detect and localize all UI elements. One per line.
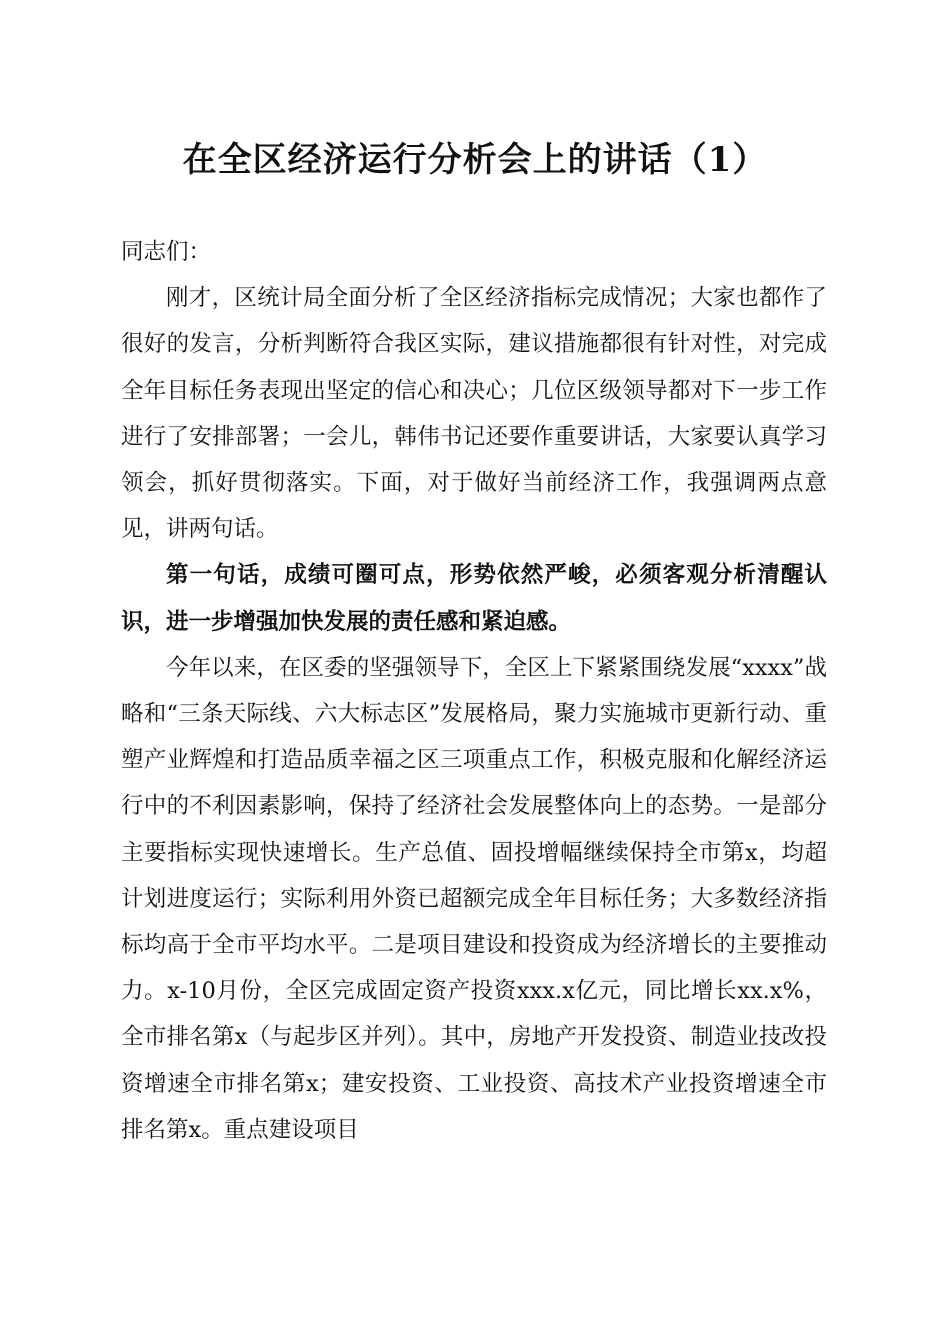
document-title: 在全区经济运行分析会上的讲话（1） [182, 140, 768, 180]
paragraph-achievements: 今年以来，在区委的坚强领导下，全区上下紧紧围绕发展“xxxx”战略和“三条天际线、六大标志区”发展格局，聚力实施城市更新行动、重塑产业辉煌和打造品质幸福之区三项重点工作，积极克服和化解经济运行中的不利因素影响，保持了经济社会发展整体向上的态势。一是部分主要指标实现快速增长。生产总值、固投增幅继续保持全市第x，均超计划进度运行；实际利用外资已超额完成全年目标任务；大多数经济指标均高于全市平均水平。二是项目建设和投资成为经济增长的主要推动力。x-10月份，全区完成固定资产投资xxx.x亿元，同比增长xx.x%，全市排名第x（与起步区并列）。其中，房地产开发投资、制造业技改投资增速全市排名第x；建安投资、工业投资、高技术产业投资增速全市排名第x。重点建设项目 [121, 654, 827, 1143]
paragraph-heading-first-point: 第一句话，成绩可圈可点，形势依然严峻，必须客观分析清醒认识，进一步增强加快发展的责任感和紧迫感。 [121, 562, 827, 635]
document-body [121, 229, 827, 1153]
salutation: 同志们： [121, 239, 212, 265]
paragraph-opening: 刚才，区统计局全面分析了全区经济指标完成情况；大家也都作了很好的发言，分析判断符合我区实际，建议措施都很有针对性，对完成全年目标任务表现出坚定的信心和决心；几位区级领导都对下一步工作进行了安排部署；一会儿，韩伟书记还要作重要讲话，大家要认真学习领会，抓好贯彻落实。下面，对于做好当前经济工作，我强调两点意见，讲两句话。 [121, 285, 827, 543]
